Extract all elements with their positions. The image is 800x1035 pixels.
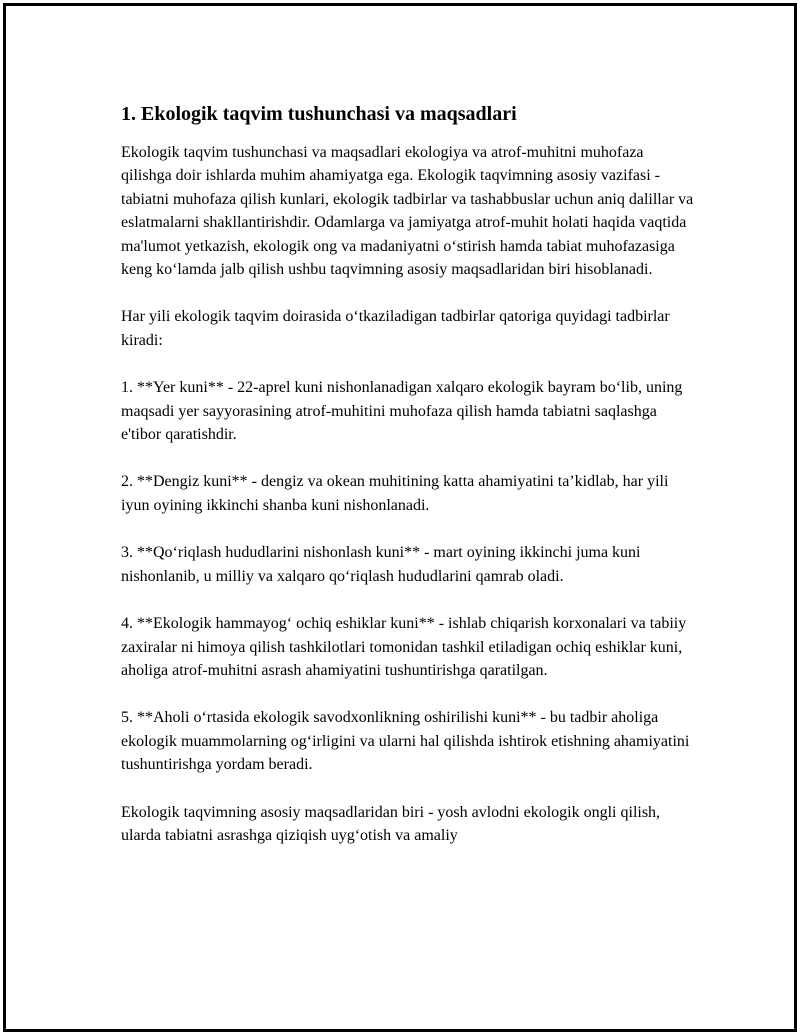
paragraph-conclusion: Ekologik taqvimning asosiy maqsadlaridan biri - yosh avlodni ekologik ongli qilish, ularda tabiatni asrashga qiziqish uyg‘otish va amaliy: [121, 803, 661, 844]
list-item-open-doors-day: 4. **Ekologik hammayog‘ ochiq eshiklar kuni** - ishlab chiqarish korxonalari va tabiiy zaxiralar ni himoya qilish tashkilotlari tomonidan tashkil etiladigan ochiq eshiklar kuni, aholiga atrof-muhitni asrash ahamiyatini tushuntirishga qaratilgan.: [121, 615, 687, 679]
list-item-earth-day: 1. **Yer kuni** - 22-aprel kuni nishonlanadigan xalqaro ekologik bayram bo‘lib, uning maqsadi yer sayyorasining atrof-muhitini muhofaza qilish hamda tabiatni saqlashga e'tibor qaratishdir.: [121, 379, 683, 444]
list-item-protected-areas-day: 3. **Qo‘riqlash hududlarini nishonlash kuni** - mart oyining ikkinchi juma kuni nishonlanib, u milliy va xalqaro qo‘riqlash hududlarini qamrab oladi.: [121, 544, 641, 585]
page-frame: [3, 3, 797, 1032]
list-item-literacy-day: 5. **Aholi o‘rtasida ekologik savodxonlikning oshirilishi kuni** - bu tadbir aholiga ekologik muammolarning og‘irligini va ularni hal qilishda ishtirok etishning ahamiyatini tushuntirishga yordam beradi.: [121, 709, 690, 774]
paragraph-events-intro: Har yili ekologik taqvim doirasida o‘tkaziladigan tadbirlar qatoriga quyidagi tadbirlar kiradi:: [121, 308, 670, 349]
document-body: [121, 101, 696, 871]
list-item-sea-day: 2. **Dengiz kuni** - dengiz va okean muhitining katta ahamiyatini ta’kidlab, har yili iyun oyining ikkinchi shanba kuni nishonlanadi.: [121, 473, 669, 514]
section-heading: 1. Ekologik taqvim tushunchasi va maqsadlari: [121, 103, 517, 125]
paragraph-intro: Ekologik taqvim tushunchasi va maqsadlari ekologiya va atrof-muhitni muhofaza qilishga doir ishlarda muhim ahamiyatga ega. Ekologik taqvimning asosiy vazifasi - tabiatni muhofaza qilish kunlari, ekologik tadbirlar va tashabbuslar uchun aniq dalillar va eslatmalarni shakllantirishdir. Odamlarga va jamiyatga atrof-muhit holati haqida vaqtida ma'lumot yetkazish, ekologik ong va madaniyatni o‘stirish hamda tabiat muhofazasiga keng ko‘lamda jalb qilish ushbu taqvimning asosiy maqsadlaridan biri hisoblanadi.: [121, 144, 694, 279]
